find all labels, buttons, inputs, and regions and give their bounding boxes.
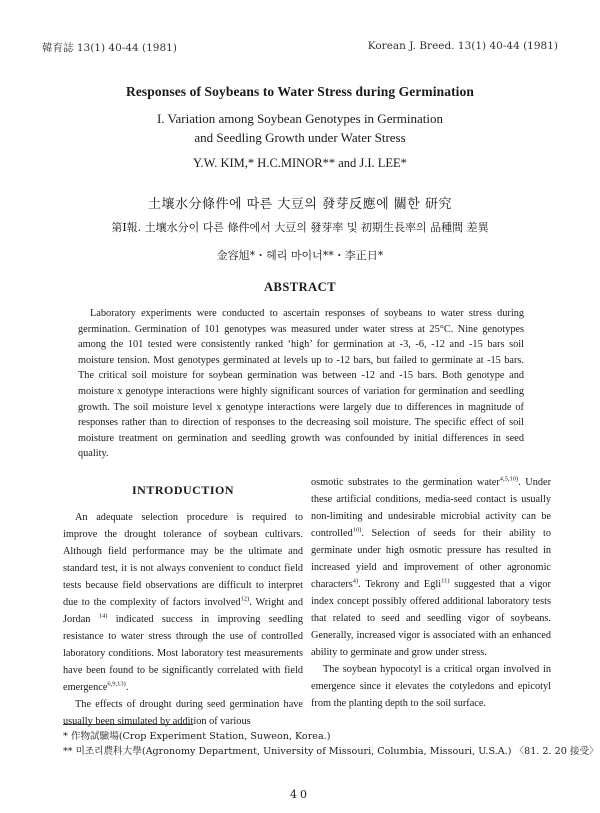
korean-title: 土壤水分條件에 따른 大豆의 發芽反應에 關한 研究 xyxy=(147,197,452,212)
korean-subtitle: 第Ⅰ報. 土壤水分이 다른 條件에서 大豆의 發芽率 및 初期生長率의 品種間 差異 xyxy=(111,221,489,234)
paper-subtitle-line1: I. Variation among Soybean Genotypes in Germination xyxy=(156,111,444,126)
intro-p1-ref3: 6,9,13) xyxy=(107,680,126,688)
intro-p1-end: indicated success in improving seedling resistance to water stress through the use of controlled laboratory conditions. Most laboratory test measurements have been found to be significantly correlated with field emergence xyxy=(63,614,303,693)
intro-p1-ref1: 12) xyxy=(240,595,250,603)
intro-p1-text: An adequate selection procedure is required to improve the drought tolerance of soybean cultivars. Although field performance may be the ultimate and standard test, it is not always convenient to conduct field tests because field observations are difficult to interpret due to the complexity of factors involved xyxy=(63,512,303,608)
intro-p2-cont2: . Under these artificial conditions, media-seed contact is usually non-limiting and undesirable microbial activity can be controlled xyxy=(311,477,551,539)
introduction-paragraph-2-cont xyxy=(311,474,551,661)
left-column xyxy=(63,482,303,730)
footnote-1: * 作物試驗場(Crop Experiment Station, Suweon, Korea.) xyxy=(63,731,331,742)
intro-p2-ref3: 4) xyxy=(352,577,359,585)
intro-p2-cont4: . Tekrony and Egli xyxy=(358,579,442,590)
paper-subtitle-line2: and Seedling Growth under Water Stress xyxy=(194,130,406,145)
intro-p1-ref2: 14) xyxy=(98,612,108,620)
footnote-divider xyxy=(63,724,193,725)
introduction-paragraph-3: The soybean hypocotyl is a critical organ involved in emergence since it elevates the cotyledons and epicotyl from the planting depth to the soil surface. xyxy=(311,664,551,709)
paper-title: Responses of Soybeans to Water Stress during Germination xyxy=(125,84,474,99)
introduction-heading: INTRODUCTION xyxy=(131,483,234,497)
right-column xyxy=(311,474,551,712)
intro-p2-ref2: 10) xyxy=(352,526,362,534)
abstract-text: Laboratory experiments were conducted to ascertain responses of soybeans to water stress during germination. Germination of 101 genotypes was measured under water stress at 25°C. Nine genotypes among the 101 tested were consistently ranked ‘high’ for germination at -3, -6, -12 and -15 bars soil moisture tension. Most genotypes germinated at levels up to -12 bars, but failed to germinate at -15 bars. The critical soil moisture for soybean germination was between -12 and -15 bars. Both genotype and moisture x genotype interactions were highly significant sources of variation for germination and seedling growth. The soil moisture level x genotype interactions were largely due to differences in magnitude of responses rather than to direction of responses to the decreasing soil moisture. The specific effect of soil moisture treatment on germination and seedling growth was confounded by initial differences in seed quality. xyxy=(78,308,524,460)
intro-p2-ref1: 4,5,10) xyxy=(499,475,519,483)
intro-p2-cont5: suggested that a vigor index concept possibly offered additional laboratory tests that related to seed and seedling vigor of soybeans. Generally, increased vigor is associated with an enhanced ability to germinate and grow under stress. xyxy=(311,579,551,658)
korean-authors: 金容旭*・헤리 마이너**・李正日* xyxy=(216,249,384,262)
running-header xyxy=(42,40,558,55)
intro-p2-ref4: 11) xyxy=(441,577,450,585)
intro-p2-cont3: . Selection of seeds for their ability to germinate under high osmotic pressure has resulted in increased yield and improvement of other agronomic characters xyxy=(311,528,551,590)
introduction-paragraph-2-start: The effects of drought during seed germination have usually been simulated by addition of various xyxy=(63,699,303,727)
introduction-paragraph-1 xyxy=(63,509,303,696)
running-header-right: Korean J. Breed. 13(1) 40-44 (1981) xyxy=(367,40,558,52)
intro-p2-cont: osmotic substrates to the germination water xyxy=(311,477,500,488)
paper-authors: Y.W. KIM,* H.C.MINOR** and J.I. LEE* xyxy=(193,156,407,170)
footnote-2: ** 미조리農科大學(Agronomy Department, University of Missouri, Columbia, Missouri, U.S.A.) 〈81. 2. 20 接受〉 xyxy=(63,746,599,757)
intro-p1-close: . xyxy=(125,682,129,693)
running-header-left: 韓育誌 13(1) 40-44 (1981) xyxy=(42,42,177,54)
paper-subtitle xyxy=(0,109,600,147)
abstract-heading: ABSTRACT xyxy=(263,280,337,294)
intro-p1-mid: . Wright and Jordan xyxy=(63,597,303,625)
footnotes xyxy=(63,729,599,759)
page-number: 40 xyxy=(290,788,310,801)
